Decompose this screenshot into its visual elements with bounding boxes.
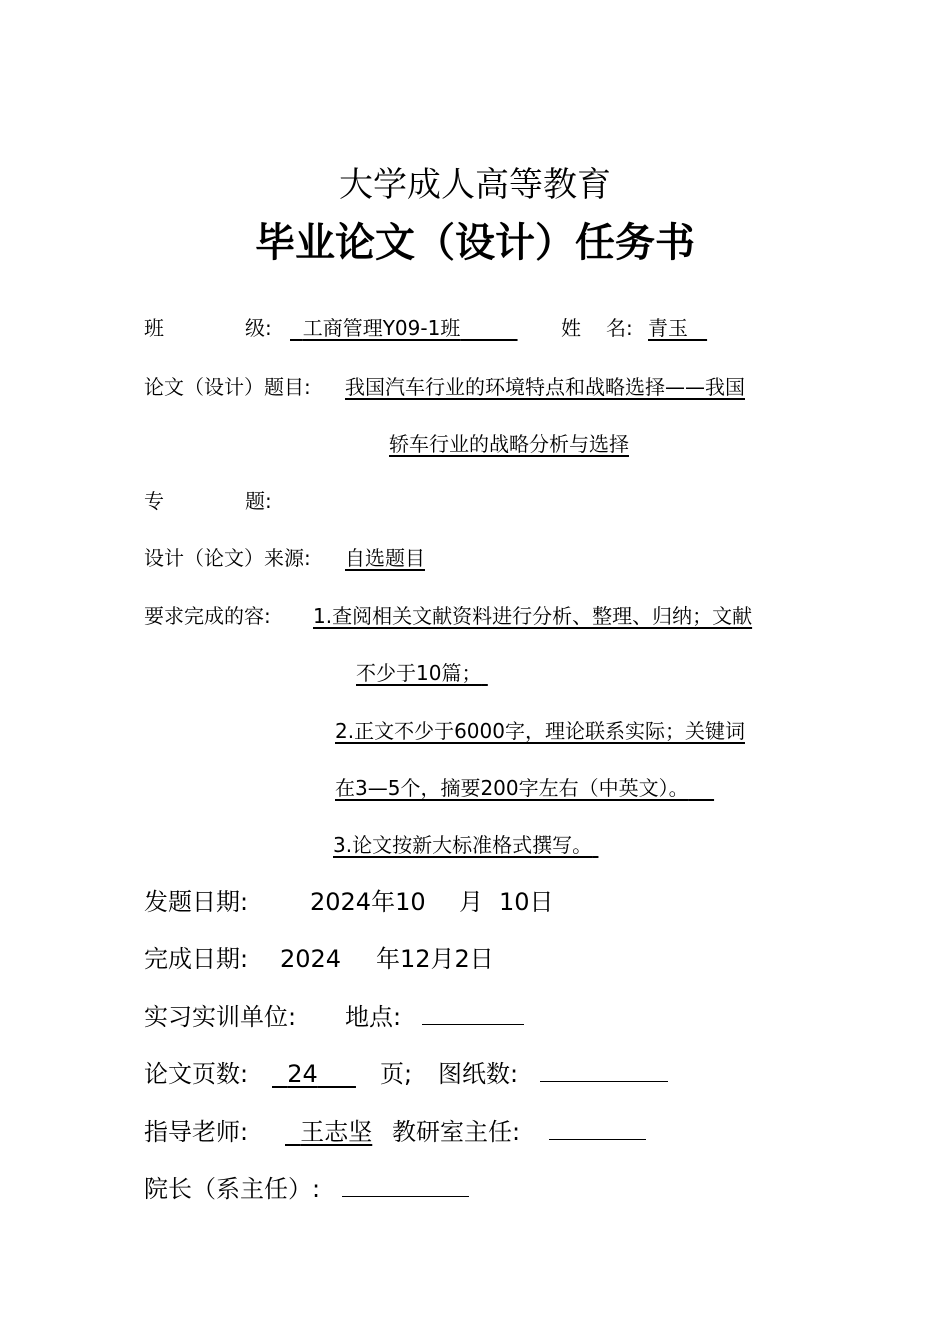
class-label-char1: 班 <box>144 316 164 340</box>
name-label-char2: 名: <box>606 316 633 340</box>
requirement-1-line-2-text: 不少于10篇； <box>356 661 482 685</box>
name-label-char1: 姓 <box>561 316 581 340</box>
issue-date-day: 10日 <box>499 888 554 916</box>
requirement-3-text: 3.论文按新大标准格式撰写。 <box>333 833 593 857</box>
class-label-char2: 级: <box>245 316 272 340</box>
advisor-value-text: 王志坚 <box>300 1118 373 1146</box>
drawings-blank <box>540 1062 668 1086</box>
advisor-value <box>285 1120 372 1144</box>
class-value-text: 工商管理Y09-1班 <box>302 316 461 340</box>
pages-value-text: 24 <box>287 1060 318 1088</box>
requirement-2-line-2-text: 在3—5个，摘要200字左右（中英文）。 <box>335 776 689 800</box>
requirement-3 <box>333 835 598 855</box>
complete-date-label: 完成日期: <box>144 945 249 973</box>
dean-blank <box>342 1177 469 1201</box>
pages-unit: 页; <box>380 1060 413 1088</box>
name-value-text: 青玉 <box>648 316 688 340</box>
complete-date-year: 2024 <box>280 945 342 973</box>
issue-date-year: 2024年10 <box>310 888 426 916</box>
name-value <box>648 318 707 338</box>
source-label: 设计（论文）来源: <box>144 546 311 570</box>
director-blank <box>549 1120 646 1144</box>
topic-line-1: 我国汽车行业的环境特点和战略选择——我国 <box>345 375 745 399</box>
issue-date-month: 月 <box>459 888 483 916</box>
special-label-char2: 题: <box>245 489 272 513</box>
unit-label: 实习实训单位: <box>144 1003 297 1031</box>
institution-title: 大学成人高等教育 <box>339 165 611 205</box>
requirement-1-line-1: 1.查阅相关文献资料进行分析、整理、归纳；文献 <box>313 604 753 628</box>
special-label-char1: 专 <box>144 489 164 513</box>
drawings-label: 图纸数: <box>438 1060 519 1088</box>
topic-line-2: 轿车行业的战略分析与选择 <box>389 432 629 456</box>
source-value: 自选题目 <box>345 546 425 570</box>
requirement-2-line-1: 2.正文不少于6000字，理论联系实际；关键词 <box>335 719 745 743</box>
pages-label: 论文页数: <box>144 1060 249 1088</box>
class-value <box>290 318 548 338</box>
location-blank <box>422 1005 524 1029</box>
director-label: 教研室主任: <box>392 1118 521 1146</box>
issue-date-label: 发题日期: <box>144 888 249 916</box>
requirement-1-line-2 <box>356 663 488 683</box>
location-label: 地点: <box>345 1003 402 1031</box>
advisor-label: 指导老师: <box>144 1118 249 1146</box>
dean-label: 院长（系主任）: <box>144 1175 321 1203</box>
requirement-2-line-2 <box>335 778 714 798</box>
pages-value <box>272 1062 356 1086</box>
document-title: 毕业论文（设计）任务书 <box>255 220 695 266</box>
topic-label: 论文（设计）题目: <box>144 375 311 399</box>
requirements-label: 要求完成的容: <box>144 604 271 628</box>
complete-date-rest: 年12月2日 <box>376 945 494 973</box>
